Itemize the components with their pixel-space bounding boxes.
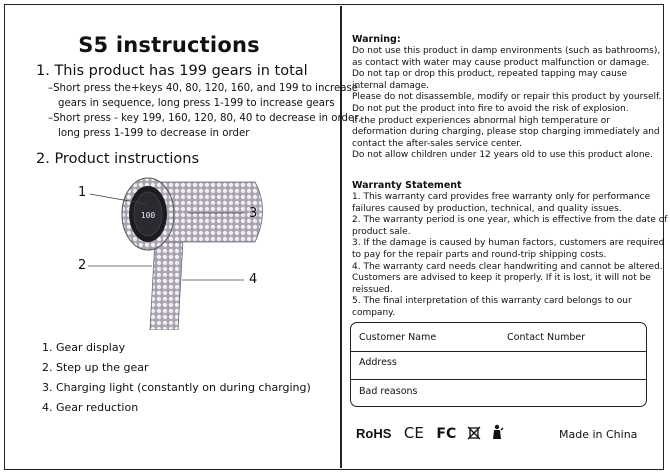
- warranty-line: Customers are advised to keep it properly. If it is lost, it will not be: [352, 273, 651, 284]
- warning-line: deformation during charging, please stop charging immediately and: [352, 127, 660, 138]
- warning-line: If the product experiences abnormal high temperature or: [352, 115, 610, 126]
- section-product-heading: 2. Product instructions: [36, 151, 200, 167]
- legend-item-1: 1. Gear display: [42, 341, 126, 354]
- warning-heading: Warning:: [352, 34, 401, 45]
- recycle-person-icon: [490, 424, 504, 440]
- form-divider: [351, 351, 646, 352]
- hair-dryer-illustration: [60, 170, 300, 330]
- warranty-text: [352, 192, 668, 320]
- warning-line: Do not tap or drop this product, repeated tapping may cause: [352, 69, 628, 80]
- warning-line: contact the after-sales service center.: [352, 138, 523, 149]
- warning-line: as contact with water may cause product malfunction or damage.: [352, 57, 650, 68]
- warranty-line: 2. The warranty period is one year, which is effective from the date of: [352, 215, 668, 226]
- warranty-line: company.: [352, 307, 396, 318]
- callout-2: 2: [78, 258, 87, 273]
- warranty-line: 5. The final interpretation of this warranty card belongs to our: [352, 296, 632, 307]
- warranty-line: failures caused by production, technical, and quality issues.: [352, 203, 622, 214]
- customer-info-form: [350, 322, 647, 407]
- form-divider: [351, 379, 646, 380]
- section-gears-heading: 1. This product has 199 gears in total: [36, 63, 308, 79]
- warning-line: internal damage.: [352, 80, 430, 91]
- bullet-decrease-line1: –Short press - key 199, 160, 120, 80, 40 to decrease in order,: [48, 113, 362, 124]
- made-in-china: Made in China: [559, 428, 638, 441]
- callout-4: 4: [249, 272, 258, 287]
- warranty-line: 4. The warranty card needs clear handwriting and cannot be altered.: [352, 261, 663, 272]
- bullet-increase-line2: gears in sequence, long press 1-199 to increase gears: [58, 98, 335, 109]
- gear-display-readout: 100: [140, 211, 156, 220]
- warranty-line: 3. If the damage is caused by human factors, customers are required: [352, 238, 665, 249]
- bad-reasons-label: Bad reasons: [359, 386, 418, 397]
- center-divider: [340, 6, 342, 468]
- fcc-mark: FC: [436, 426, 457, 442]
- warning-line: Do not put the product into fire to avoid the risk of explosion.: [352, 103, 629, 114]
- warning-line: Please do not disassemble, modify or repair this product by yourself.: [352, 92, 662, 103]
- warranty-line: to pay for the repair parts and round-trip shipping costs.: [352, 249, 607, 260]
- address-label: Address: [359, 357, 397, 368]
- legend-item-3: 3. Charging light (constantly on during charging): [42, 381, 311, 394]
- customer-name-label: Customer Name: [359, 332, 437, 343]
- warranty-line: 1. This warranty card provides free warranty only for performance: [352, 192, 651, 202]
- legend-item-4: 4. Gear reduction: [42, 401, 139, 414]
- warning-text: [352, 46, 662, 162]
- bullet-decrease-line2: long press 1-199 to decrease in order: [58, 128, 250, 139]
- weee-bin-icon: [467, 425, 481, 440]
- rohs-mark: RoHS: [356, 426, 392, 441]
- warning-line: Do not allow children under 12 years old to use this product alone.: [352, 150, 653, 161]
- callout-1: 1: [78, 185, 87, 200]
- warranty-line: reissued.: [352, 284, 393, 295]
- warranty-heading: Warranty Statement: [352, 180, 462, 191]
- warranty-line: product sale.: [352, 226, 411, 237]
- bullet-increase-line1: –Short press the+keys 40, 80, 120, 160, and 199 to increase: [48, 83, 359, 94]
- ce-mark: CE: [403, 424, 424, 442]
- legend-item-2: 2. Step up the gear: [42, 361, 149, 374]
- callout-3: 3: [249, 206, 258, 221]
- page-title: S5 instructions: [78, 33, 260, 57]
- warning-line: Do not use this product in damp environments (such as bathrooms),: [352, 46, 661, 56]
- certification-marks: [356, 424, 504, 442]
- contact-number-label: Contact Number: [507, 332, 586, 343]
